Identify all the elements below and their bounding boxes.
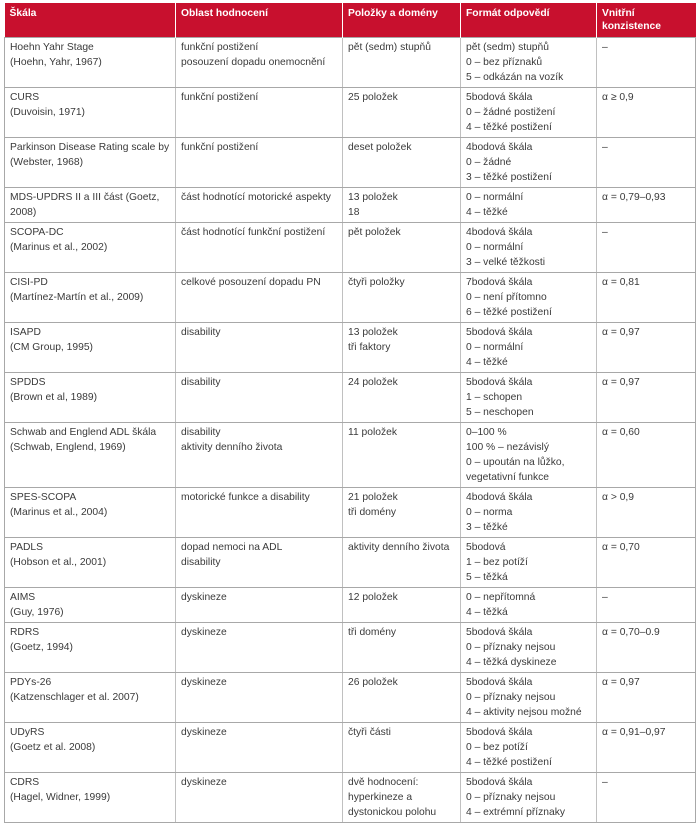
cell-internal-consistency: – (597, 137, 696, 187)
header-scale: Škála (5, 3, 176, 37)
cell-items-domains: 13 položek tři faktory (343, 322, 461, 372)
cell-scale: SPES-SCOPA (Marinus et al., 2004) (5, 487, 176, 537)
table-row (5, 537, 696, 587)
cell-items-domains: 25 položek (343, 87, 461, 137)
cell-internal-consistency: α = 0,70 (597, 537, 696, 587)
cell-assessment-area: funkční postižení posouzení dopadu onemocnění (176, 37, 343, 87)
cell-scale: PDYs-26 (Katzenschlager et al. 2007) (5, 672, 176, 722)
cell-response-format: 4bodová škála 0 – norma 3 – těžké (461, 487, 597, 537)
cell-response-format: 4bodová škála 0 – žádné 3 – těžké postižení (461, 137, 597, 187)
cell-scale: SCOPA-DC (Marinus et al., 2002) (5, 222, 176, 272)
cell-internal-consistency: α = 0,97 (597, 322, 696, 372)
cell-scale: AIMS (Guy, 1976) (5, 587, 176, 622)
cell-assessment-area: část hodnotící motorické aspekty (176, 187, 343, 222)
cell-scale: MDS-UPDRS II a III část (Goetz, 2008) (5, 187, 176, 222)
header-row (5, 3, 696, 37)
cell-assessment-area: disability aktivity denního života (176, 422, 343, 487)
cell-response-format: 5bodová škála 0 – příznaky nejsou 4 – aktivity nejsou možné (461, 672, 597, 722)
cell-scale: Parkinson Disease Rating scale by (Webster, 1968) (5, 137, 176, 187)
cell-internal-consistency: α = 0,91–0,97 (597, 722, 696, 772)
cell-items-domains: 21 položek tři domény (343, 487, 461, 537)
cell-assessment-area: dyskineze (176, 672, 343, 722)
cell-assessment-area: funkční postižení (176, 87, 343, 137)
cell-assessment-area: dyskineze (176, 587, 343, 622)
cell-response-format: 5bodová 1 – bez potíží 5 – těžká (461, 537, 597, 587)
cell-scale: RDRS (Goetz, 1994) (5, 622, 176, 672)
cell-internal-consistency: α ≥ 0,9 (597, 87, 696, 137)
cell-response-format: 5bodová škála 0 – příznaky nejsou 4 – těžká dyskineze (461, 622, 597, 672)
table-row (5, 322, 696, 372)
header-assessment-area: Oblast hodnocení (176, 3, 343, 37)
table-row (5, 722, 696, 772)
cell-assessment-area: dyskineze (176, 772, 343, 822)
cell-internal-consistency: – (597, 587, 696, 622)
cell-response-format: 5bodová škála 0 – příznaky nejsou 4 – extrémní příznaky (461, 772, 597, 822)
cell-scale: ISAPD (CM Group, 1995) (5, 322, 176, 372)
cell-scale: CISI-PD (Martínez-Martín et al., 2009) (5, 272, 176, 322)
table-row (5, 422, 696, 487)
cell-internal-consistency: α = 0,97 (597, 372, 696, 422)
cell-scale: UDyRS (Goetz et al. 2008) (5, 722, 176, 772)
cell-items-domains: 12 položek (343, 587, 461, 622)
cell-internal-consistency: – (597, 222, 696, 272)
cell-response-format: 0 – normální 4 – těžké (461, 187, 597, 222)
header-response-format: Formát odpovědí (461, 3, 597, 37)
cell-response-format: 5bodová škála 1 – schopen 5 – neschopen (461, 372, 597, 422)
cell-items-domains: dvě hodnocení: hyperkineze a dystonickou polohu (343, 772, 461, 822)
cell-response-format: 7bodová škála 0 – není přítomno 6 – těžké postižení (461, 272, 597, 322)
cell-items-domains: čtyři části (343, 722, 461, 772)
cell-internal-consistency: α = 0,79–0,93 (597, 187, 696, 222)
cell-response-format: 0 – nepřítomná 4 – těžká (461, 587, 597, 622)
cell-scale: CURS (Duvoisin, 1971) (5, 87, 176, 137)
cell-scale: Hoehn Yahr Stage (Hoehn, Yahr, 1967) (5, 37, 176, 87)
cell-items-domains: 24 položek (343, 372, 461, 422)
cell-assessment-area: disability (176, 322, 343, 372)
cell-scale: CDRS (Hagel, Widner, 1999) (5, 772, 176, 822)
cell-assessment-area: funkční postižení (176, 137, 343, 187)
cell-internal-consistency: – (597, 772, 696, 822)
table-row (5, 37, 696, 87)
cell-items-domains: deset položek (343, 137, 461, 187)
cell-assessment-area: celkové posouzení dopadu PN (176, 272, 343, 322)
cell-response-format: 5bodová škála 0 – normální 4 – těžké (461, 322, 597, 372)
table-row (5, 222, 696, 272)
cell-items-domains: 26 položek (343, 672, 461, 722)
table-row (5, 487, 696, 537)
cell-items-domains: tři domény (343, 622, 461, 672)
table-row (5, 772, 696, 822)
table-row (5, 137, 696, 187)
cell-items-domains: 13 položek 18 (343, 187, 461, 222)
cell-internal-consistency: α = 0,81 (597, 272, 696, 322)
cell-items-domains: pět (sedm) stupňů (343, 37, 461, 87)
table-row (5, 87, 696, 137)
cell-assessment-area: dopad nemoci na ADL disability (176, 537, 343, 587)
table-row (5, 187, 696, 222)
cell-assessment-area: disability (176, 372, 343, 422)
cell-response-format: 5bodová škála 0 – žádné postižení 4 – těžké postižení (461, 87, 597, 137)
cell-items-domains: pět položek (343, 222, 461, 272)
table-row (5, 622, 696, 672)
cell-internal-consistency: – (597, 37, 696, 87)
cell-assessment-area: část hodnotící funkční postižení (176, 222, 343, 272)
table-row (5, 372, 696, 422)
table-row (5, 672, 696, 722)
cell-response-format: 4bodová škála 0 – normální 3 – velké těžkosti (461, 222, 597, 272)
cell-response-format: 0–100 % 100 % – nezávislý 0 – upoután na lůžko, vegetativní funkce (461, 422, 597, 487)
cell-internal-consistency: α > 0,9 (597, 487, 696, 537)
cell-items-domains: čtyři položky (343, 272, 461, 322)
header-internal-consistency: Vnitřní konzistence (597, 3, 696, 37)
cell-response-format: pět (sedm) stupňů 0 – bez příznaků 5 – odkázán na vozík (461, 37, 597, 87)
cell-items-domains: aktivity denního života (343, 537, 461, 587)
table-row (5, 272, 696, 322)
cell-internal-consistency: α = 0,97 (597, 672, 696, 722)
cell-scale: PADLS (Hobson et al., 2001) (5, 537, 176, 587)
cell-scale: SPDDS (Brown et al, 1989) (5, 372, 176, 422)
cell-scale: Schwab and Englend ADL škála (Schwab, Englend, 1969) (5, 422, 176, 487)
cell-response-format: 5bodová škála 0 – bez potíží 4 – těžké postižení (461, 722, 597, 772)
cell-items-domains: 11 položek (343, 422, 461, 487)
table-row (5, 587, 696, 622)
header-items-domains: Položky a domény (343, 3, 461, 37)
cell-assessment-area: dyskineze (176, 722, 343, 772)
cell-internal-consistency: α = 0,70–0.9 (597, 622, 696, 672)
cell-internal-consistency: α = 0,60 (597, 422, 696, 487)
cell-assessment-area: motorické funkce a disability (176, 487, 343, 537)
scales-table (4, 3, 696, 823)
cell-assessment-area: dyskineze (176, 622, 343, 672)
